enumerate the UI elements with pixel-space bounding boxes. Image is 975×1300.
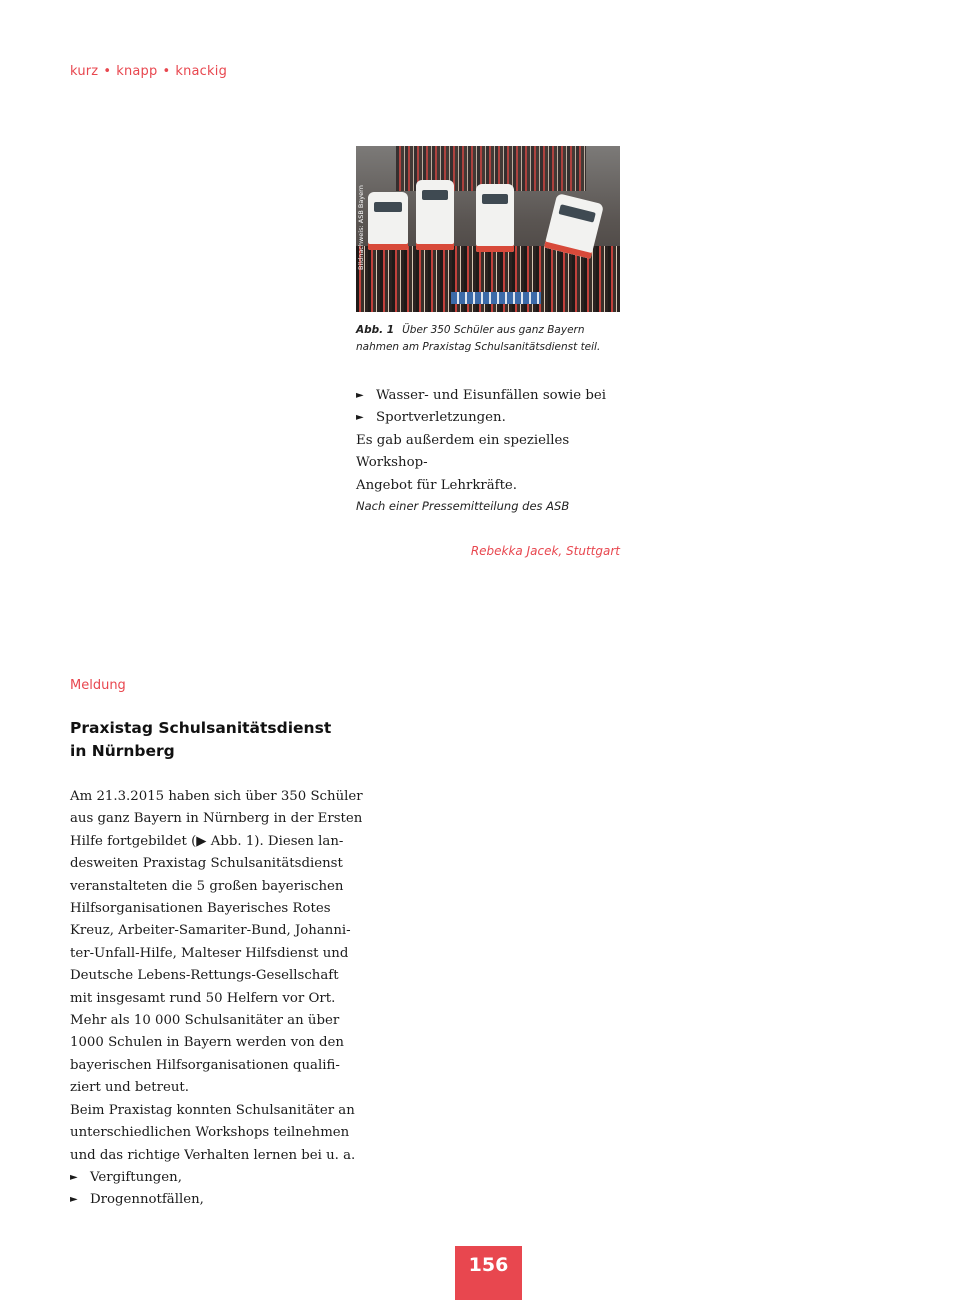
caption-label: Abb. 1 (356, 324, 395, 336)
banner-image (451, 292, 541, 304)
text-line: veranstalteten die 5 großen bayerischen (70, 878, 344, 894)
text-line: Hilfsorganisationen Bayerisches Rotes (70, 901, 331, 917)
caption-text: Über 350 Schüler aus ganz Bayern nahmen am Praxistag Schulsanitätsdienst teil. (356, 324, 601, 353)
text-line: Es gab außerdem ein spezielles Workshop- (356, 432, 570, 471)
text-line: Hilfe fortgebildet (▶ Abb. 1). Diesen lan- (70, 833, 344, 849)
bullet-arrow-icon: ► (70, 1171, 78, 1183)
text-line: ziert und betreut. (70, 1080, 190, 1096)
author-name: Rebekka Jacek, Stuttgart (470, 544, 620, 558)
text-line: mit insgesamt rund 50 Helfern vor Ort. (70, 990, 336, 1006)
text-line: ter-Unfall-Hilfe, Malteser Hilfsdienst und (70, 945, 349, 961)
bullet-arrow-icon: ► (356, 412, 364, 424)
text-line: 1000 Schulen in Bayern werden von den (70, 1035, 344, 1051)
ambulance-image (476, 184, 514, 252)
source-note: Nach einer Pressemitteilung des ASB (356, 499, 570, 513)
article-body (70, 786, 363, 1212)
text-line: Kreuz, Arbeiter-Samariter-Bund, Johanni- (70, 923, 351, 939)
ambulance-image (368, 192, 408, 250)
bullet-dot: • (162, 64, 171, 79)
tag-3: knackig (175, 64, 228, 79)
text-line: Angebot für Lehrkräfte. (356, 477, 518, 493)
tag-1: kurz (70, 64, 99, 79)
text-line: Deutsche Lebens-Rettungs-Gesellschaft (70, 968, 339, 984)
photo-credit: Bildnachweis: ASB Bayern (357, 185, 365, 270)
figure-caption (356, 322, 626, 356)
bullet-dot: • (103, 64, 112, 79)
section-label: Meldung (70, 678, 126, 693)
section-tagline (70, 64, 227, 79)
text-line: unterschiedlichen Workshops teilnehmen (70, 1125, 350, 1141)
list-item: ► Vergiftungen, (70, 1167, 334, 1189)
text-line: Beim Praxistag konnten Schulsanitäter an (70, 1102, 355, 1118)
article-headline: Praxistag Schulsanitätsdienst in Nürnberg (70, 719, 332, 760)
tag-2: knapp (116, 64, 158, 79)
text-line: aus ganz Bayern in Nürnberg in der Ersten (70, 811, 363, 827)
list-item: ► Wasser- und Eisunfällen sowie bei (356, 385, 620, 407)
text-line: bayerischen Hilfsorganisationen qualifi- (70, 1057, 340, 1073)
list-item: ► Drogennotfällen, (70, 1189, 334, 1211)
ambulance-image (416, 180, 454, 250)
bullet-arrow-icon: ► (70, 1194, 78, 1206)
text-line: Am 21.3.2015 haben sich über 350 Schüler (70, 789, 363, 804)
bullet-arrow-icon: ► (356, 390, 364, 401)
text-line: desweiten Praxistag Schulsanitätsdienst (70, 856, 343, 872)
text-line: und das richtige Verhalten lernen bei u. a. (70, 1147, 356, 1163)
group-photo (356, 146, 620, 312)
page-number: 156 (455, 1246, 522, 1300)
text-line: Mehr als 10 000 Schulsanitäter an über (70, 1013, 340, 1029)
right-column-text (356, 385, 620, 497)
list-item: ► Sportverletzungen. (356, 407, 620, 429)
